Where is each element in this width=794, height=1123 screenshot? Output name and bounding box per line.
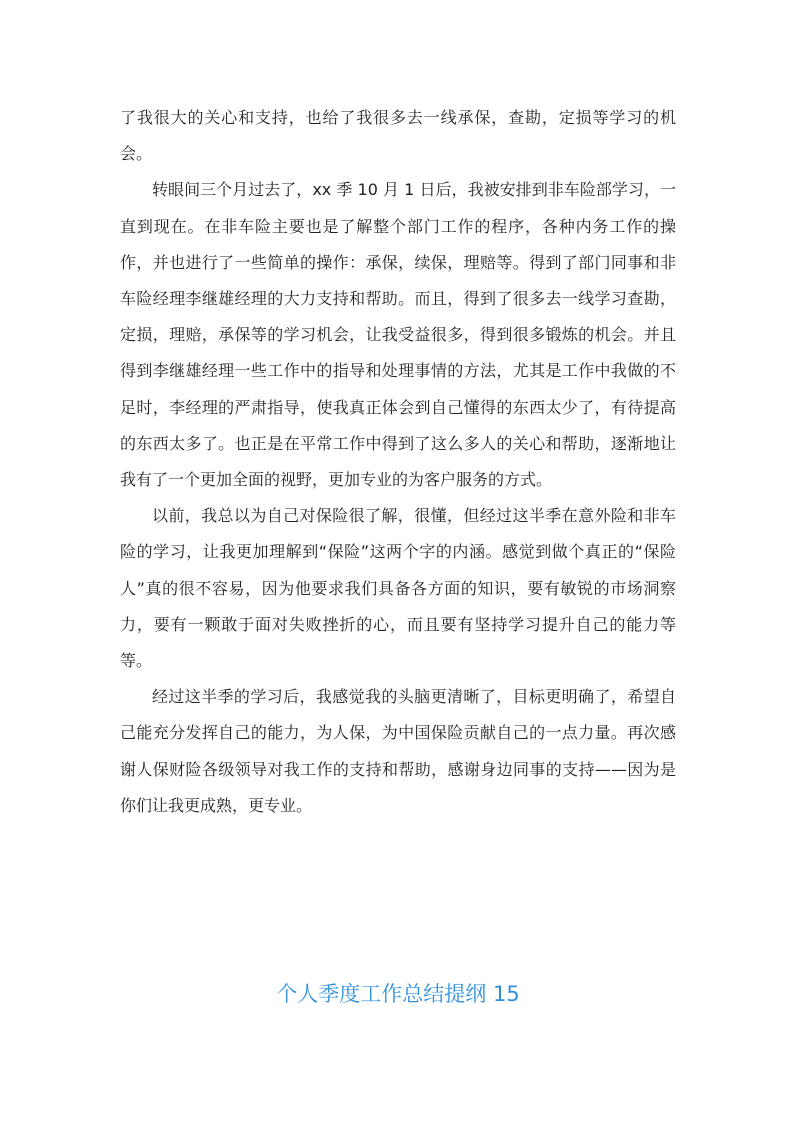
paragraph-3: 以前，我总以为自己对保险很了解，很懂，但经过这半季在意外险和非车险的学习，让我更加理解到“保险”这两个字的内涵。感觉到做个真正的“保险人”真的很不容易，因为他要求我们具备各方面的知识，要有敏锐的市场洞察力，要有一颗敢于面对失败挫折的心，而且要有坚持学习提升自己的能力等等。 bbox=[120, 506, 676, 671]
document-body bbox=[120, 100, 676, 824]
paragraph-1: 了我很大的关心和支持，也给了我很多去一线承保，查勘，定损等学习的机会。 bbox=[120, 108, 676, 164]
section-heading: 个人季度工作总结提纲 15 bbox=[276, 982, 520, 1006]
paragraph-2: 转眼间三个月过去了，xx 季 10 月 1 日后，我被安排到非车险部学习，一直到现在。在非车险主要也是了解整个部门工作的程序，各种内务工作的操作，并也进行了一些简单的操作：承保，续保，理赔等。得到了部门同事和非车险经理李继雄经理的大力支持和帮助。而且，得到了很多去一线学习查勘，定损，理赔，承保等的学习机会，让我受益很多，得到很多锻炼的机会。并且得到李继雄经理一些工作中的指导和处理事情的方法，尤其是工作中我做的不足时，李经理的严肃指导，使我真正体会到自己懂得的东西太少了，有待提高的东西太多了。也正是在平常工作中得到了这么多人的关心和帮助，逐渐地让我有了一个更加全面的视野，更加专业的为客户服务的方式。 bbox=[120, 180, 676, 490]
paragraph-4: 经过这半季的学习后，我感觉我的头脑更清晰了，目标更明确了，希望自己能充分发挥自己的能力，为人保，为中国保险贡献自己的一点力量。再次感谢人保财险各级领导对我工作的支持和帮助，感谢身边同事的支持——因为是你们让我更成熟，更专业。 bbox=[120, 687, 676, 815]
